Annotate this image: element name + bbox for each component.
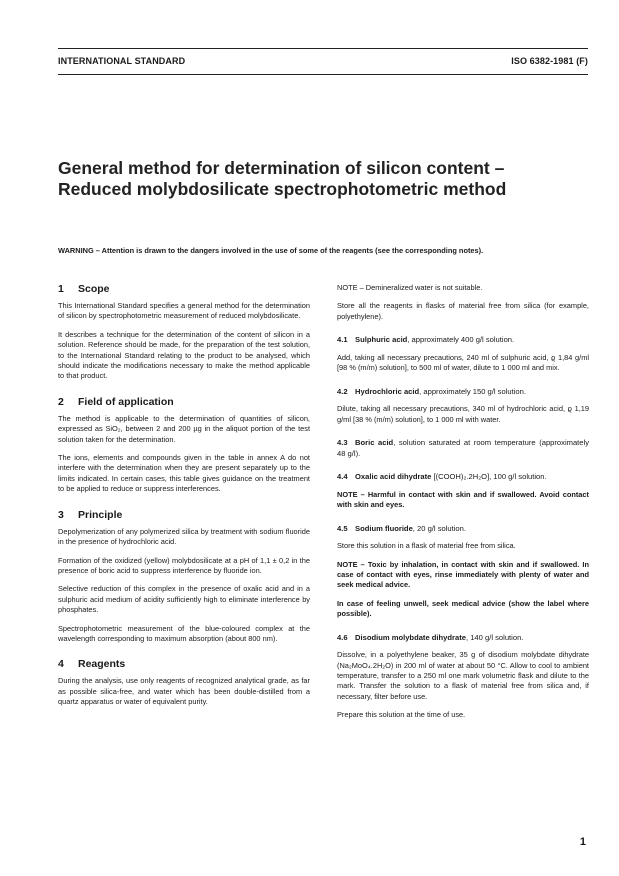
field-paragraph-2: The ions, elements and compounds given in the table in annex A do not interfere with the determination when they are present separately up to the limits indicated. In certain cases, this table gives guidance on the treatment to be applied to reduce or suppress interferences.: [58, 453, 310, 494]
section-heading-principle: [58, 509, 310, 521]
reagent-spec: , approximately 150 g/l solution.: [419, 386, 526, 396]
reagent-number: 4.5: [337, 523, 348, 533]
reagent-4-1-body: Add, taking all necessary precautions, 240 ml of sulphuric acid, ϱ 1,84 g/ml [98 % (m/m) solution], to 500 ml of water, dilute to 1 000 ml and mix.: [337, 352, 589, 373]
reagent-4-1-heading: [337, 335, 589, 346]
reagent-4-6-heading: [337, 633, 589, 644]
reagent-4-3-heading: [337, 438, 589, 459]
section-number: 1: [58, 283, 64, 295]
reagent-4-5-body: Store this solution in a flask of material free from silica.: [337, 541, 516, 551]
section-title: Reagents: [78, 658, 126, 671]
reagent-number: 4.6: [337, 632, 348, 642]
reagent-name: Oxalic acid dihydrate: [355, 472, 432, 482]
reagent-name: Disodium molybdate dihydrate: [355, 632, 466, 642]
reagent-spec: , approximately 400 g/l solution.: [407, 335, 515, 345]
reagent-number: 4.4: [337, 472, 348, 482]
section-title: Scope: [78, 283, 110, 295]
reagent-number: 4.2: [337, 386, 348, 396]
reagent-4-6-body: Dissolve, in a polyethylene beaker, 35 g of disodium molybdate dihydrate (Na₂MoO₄.2H₂O) in 200 ml of water at about 50 °C. Allow to cool to ambient temperature, transfer to a 250 ml one mark volumetric flask and dilute to the mark. Transfer the solution to a flask of material free from silica and, if necessary, filter before use.: [337, 650, 589, 701]
section-number: 2: [58, 395, 64, 408]
reagent-4-4-heading: [337, 472, 589, 483]
store-reagents-paragraph: Store all the reagents in flasks of material free from silica (for example, polyethylene).: [337, 301, 589, 321]
section-number: 3: [58, 508, 64, 521]
section-heading-field: [58, 396, 310, 408]
section-heading-scope: [58, 283, 310, 295]
principle-paragraph-2: Formation of the oxidized (yellow) molybdosilicate at a pH of 1,1 ± 0,2 in the presence of boric acid to suppress interference by fluoride ion.: [58, 555, 310, 575]
scope-paragraph-1: This International Standard specifies a general method for the determination of silicon by spectrophotometric measurement of reduced molybdosilicate.: [58, 301, 310, 321]
reagent-4-6-prepare: Prepare this solution at the time of use.: [337, 710, 466, 720]
header-standard-label: INTERNATIONAL STANDARD: [58, 56, 186, 66]
principle-paragraph-4: Spectrophotometric measurement of the blue-coloured complex at the wavelength corresponding to maximum absorption (about 800 nm).: [58, 623, 310, 643]
reagent-4-2-body: Dilute, taking all necessary precautions, 340 ml of hydrochloric acid, ϱ 1,19 g/ml [38 % (m/m) solution], to 1 000 ml with water.: [337, 404, 589, 424]
left-column: [58, 283, 310, 716]
reagent-spec: , 20 g/l solution.: [412, 523, 466, 533]
section-title: Field of application: [78, 395, 174, 408]
header-rule-bottom: [58, 74, 588, 75]
reagents-paragraph-1: During the analysis, use only reagents of recognized analytical grade, as far as possible silica-free, and water which has been double-distilled from a quartz apparatus or water of equivalent purity.: [58, 676, 310, 707]
section-title: Principle: [78, 508, 123, 521]
note-fluoride-advice: In case of feeling unwell, seek medical advice (show the label where possible).: [337, 598, 589, 619]
reagent-4-5-heading: [337, 524, 589, 535]
page-number: 1: [579, 836, 586, 848]
title-line-1: General method for determination of silicon content –: [58, 158, 505, 178]
reagent-name: Sodium fluoride: [355, 523, 413, 533]
reagent-name: Hydrochloric acid: [355, 386, 420, 396]
reagent-4-2-heading: [337, 387, 589, 398]
reagent-spec: , solution saturated at room temperature (approximately 48 g/l).: [337, 438, 589, 458]
principle-paragraph-3: Selective reduction of this complex in the presence of oxalic acid and in a sulphuric acid medium of acidity sufficiently high to eliminate interference by phosphates.: [58, 584, 310, 615]
section-number: 4: [58, 658, 64, 671]
reagent-spec: , 140 g/l solution.: [465, 632, 524, 642]
document-title: [58, 158, 588, 200]
header-rule-top: [58, 48, 588, 49]
header-standard-number: ISO 6382-1981 (F): [511, 56, 588, 66]
field-paragraph-1: The method is applicable to the determination of quantities of silicon, expressed as SiO₂, between 2 and 200 µg in the aliquot portion of the test solution taken for the determination.: [58, 413, 310, 444]
reagent-number: 4.3: [337, 438, 348, 448]
reagent-name: Boric acid: [355, 438, 394, 448]
reagent-spec: [(COOH)₂.2H₂O], 100 g/l solution.: [431, 472, 547, 482]
reagent-name: Sulphuric acid: [355, 335, 408, 345]
section-heading-reagents: [58, 658, 310, 670]
note-oxalic-hazard: NOTE – Harmful in contact with skin and if swallowed. Avoid contact with skin and eyes.: [337, 489, 589, 510]
note-fluoride-hazard: NOTE – Toxic by inhalation, in contact with skin and if swallowed. In case of contact with eyes, rinse immediately with plenty of water and seek medical advice.: [337, 559, 589, 590]
warning-notice: WARNING – Attention is drawn to the dangers involved in the use of some of the reagents (see the corresponding notes).: [58, 246, 484, 255]
reagent-number: 4.1: [337, 335, 348, 345]
right-column: [337, 283, 589, 729]
principle-paragraph-1: Depolymerization of any polymerized silica by treatment with sodium fluoride in the presence of hydrochloric acid.: [58, 526, 310, 547]
title-line-2: Reduced molybdosilicate spectrophotometric method: [58, 179, 507, 199]
note-demineralized-water: NOTE – Demineralized water is not suitable.: [337, 283, 483, 292]
scope-paragraph-2: It describes a technique for the determination of the content of silicon in a solution. Reference should be made, for the preparation of the test solution, to the International Standard relating to the product to be analysed, which should indicate the modifications necessary to make the method applicable to that product.: [58, 329, 310, 381]
